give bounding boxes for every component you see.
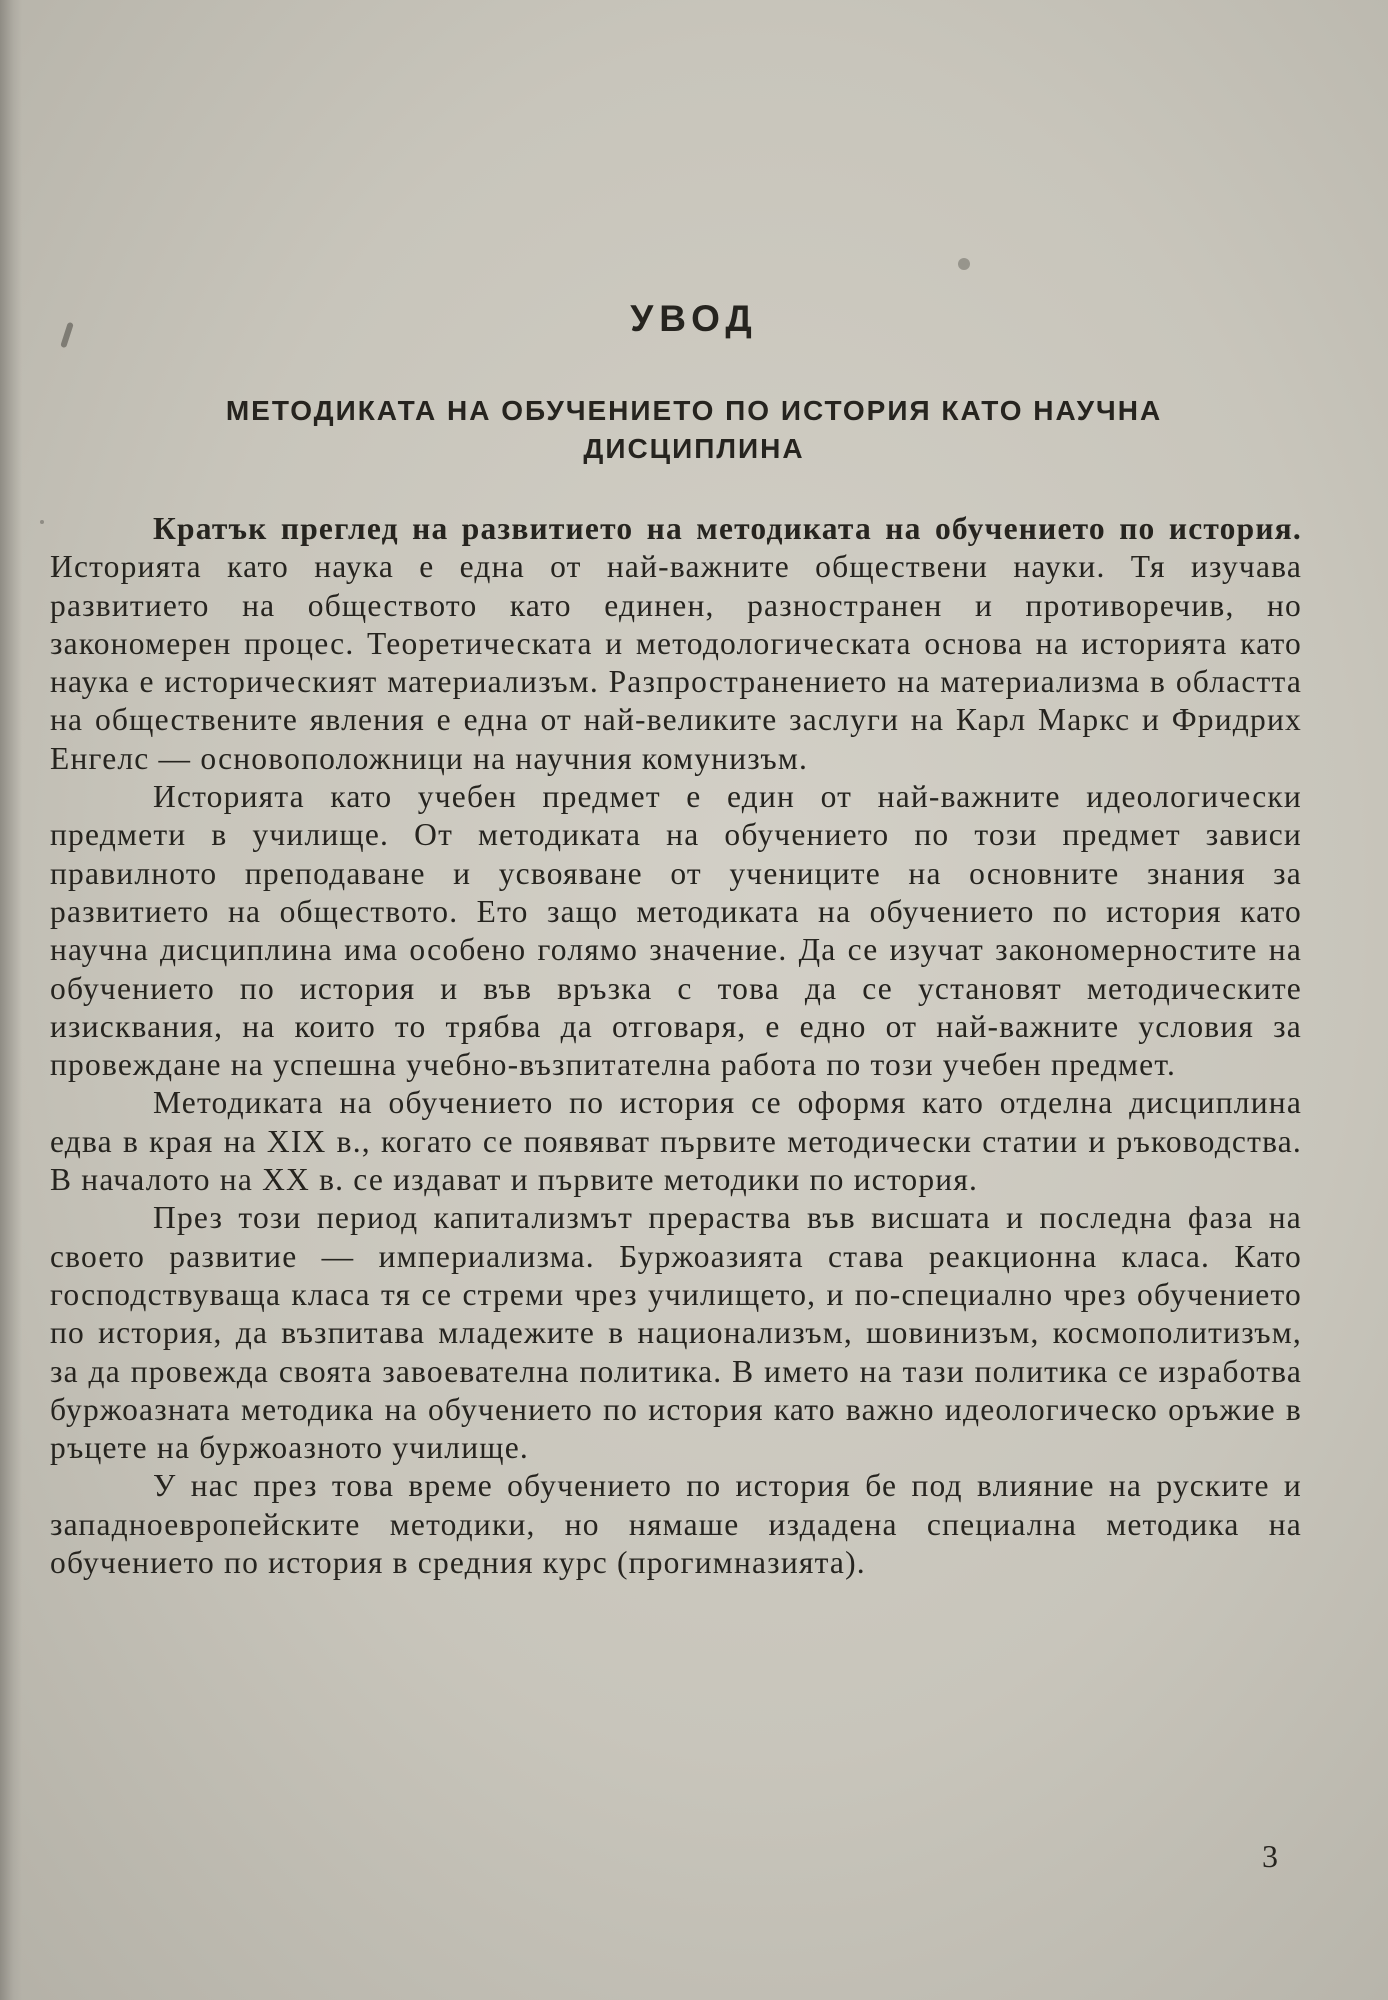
body-text	[50, 510, 1302, 1582]
paper-speck	[958, 258, 970, 270]
paragraph: У нас през това време обучението по история бе под влияние на руските и западноевропейските методики, но нямаше издадена специална методика на обучението по история в средния курс (прогимназията).	[50, 1468, 1302, 1581]
paragraph-text: Историята като наука е една от най-важните обществени науки. Тя изучава развитието на обществото като единен, разностранен и противоречив, но закономерен процес. Теоретическата и методологическата основа на историята като наука е историческият материализъм. Разпространението на материализма в областта на обществените явления е една от най-великите заслуги на Карл Маркс и Фридрих Енгелс — основоположници на научния комунизъм.	[50, 549, 1302, 776]
paragraph	[50, 510, 1302, 778]
section-subtitle: МЕТОДИКАТА НА ОБУЧЕНИЕТО ПО ИСТОРИЯ КАТО НАУЧНА ДИСЦИПЛИНА	[225, 395, 1163, 464]
paper-speck	[40, 520, 44, 524]
paragraph: През този период капитализмът прераства във висшата и последна фаза на своето развитие — империализма. Буржоазията става реакционна класа. Като господствуваща класа тя се стреми чрез училището, и по-специално чрез обучението по история, да възпитава младежите в национализъм, шовинизъм, космополитизъм, за да провежда своята завоевателна политика. В името на тази политика се изработва буржоазната методика на обучението по история като важно идеологическо оръжие в ръцете на буржоазното училище.	[50, 1200, 1302, 1466]
page-number: 3	[1262, 1838, 1278, 1874]
paragraph: Методиката на обучението по история се оформя като отделна дисциплина едва в края на XIX в., когато се появяват първите методически статии и ръководства. В началото на XX в. се издават и първите методики по история.	[50, 1085, 1302, 1198]
chapter-title: УВОД	[630, 298, 758, 339]
paragraph: Историята като учебен предмет е един от най-важните идеологически предмети в училище. От методиката на обучението по този предмет зависи правилното преподаване и усвояване от учениците на основните знания за развитието на обществото. Ето защо методиката на обучението по история като научна дисциплина има особено голямо значение. Да се изучат закономерностите на обучението по история и във връзка с това да се установят методическите изисквания, на които то трябва да отговаря, е едно от най-важните условия за провеждане на успешна учебно-възпитателна работа по този учебен предмет.	[50, 779, 1302, 1083]
paragraph-lead: Кратък преглед на развитието на методиката на обучението по история.	[153, 511, 1302, 546]
